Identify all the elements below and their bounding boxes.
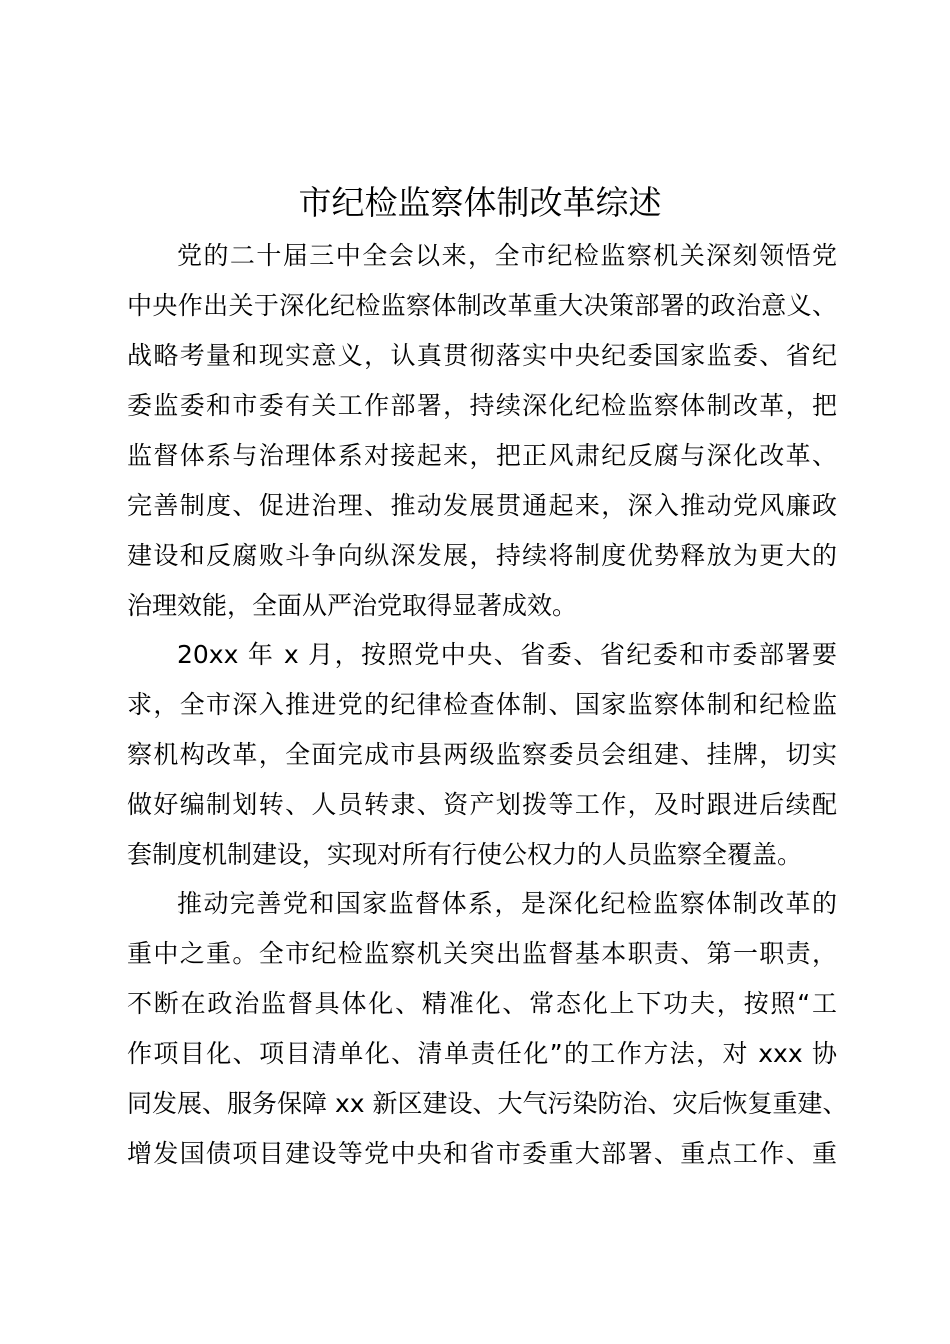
paragraph-line: 作项目化、项目清单化、清单责任化”的工作方法，对 xxx 协 (127, 1039, 837, 1068)
paragraph-line: 委监委和市委有关工作部署，持续深化纪检监察体制改革，把 (127, 391, 837, 420)
paragraph-line: 党的二十届三中全会以来，全市纪检监察机关深刻领悟党 (177, 241, 837, 270)
paragraph-line: 求，全市深入推进党的纪律检查体制、国家监察体制和纪检监 (127, 690, 837, 719)
paragraph-3 (127, 879, 848, 1179)
paragraph-line: 推动完善党和国家监督体系，是深化纪检监察体制改革的 (177, 889, 837, 918)
paragraph-1 (127, 231, 837, 631)
paragraph-line: 同发展、服务保障 xx 新区建设、大气污染防治、灾后恢复重建、 (127, 1089, 848, 1118)
paragraph-line: 不断在政治监督具体化、精准化、常态化上下功夫，按照“工 (127, 989, 837, 1018)
paragraph-line: 完善制度、促进治理、推动发展贯通起来，深入推动党风廉政 (127, 491, 837, 520)
paragraph-line: 治理效能，全面从严治党取得显著成效。 (127, 591, 578, 620)
document-title: 市纪检监察体制改革综述 (298, 183, 662, 222)
paragraph-line: 察机构改革，全面完成市县两级监察委员会组建、挂牌，切实 (127, 740, 837, 769)
paragraph-line: 20xx 年 x 月，按照党中央、省委、省纪委和市委部署要 (177, 640, 837, 669)
paragraph-line: 做好编制划转、人员转隶、资产划拨等工作，及时跟进后续配 (127, 790, 837, 819)
paragraph-line: 增发国债项目建设等党中央和省市委重大部署、重点工作、重 (127, 1139, 837, 1168)
paragraph-2 (127, 630, 837, 880)
paragraph-line: 重中之重。全市纪检监察机关突出监督基本职责、第一职责， (127, 939, 837, 968)
paragraph-line: 战略考量和现实意义，认真贯彻落实中央纪委国家监委、省纪 (127, 341, 837, 370)
paragraph-line: 套制度机制建设，实现对所有行使公权力的人员监察全覆盖。 (127, 840, 803, 869)
paragraph-line: 中央作出关于深化纪检监察体制改革重大决策部署的政治意义、 (127, 291, 837, 320)
paragraph-line: 建设和反腐败斗争向纵深发展，持续将制度优势释放为更大的 (127, 541, 837, 570)
paragraph-line: 监督体系与治理体系对接起来，把正风肃纪反腐与深化改革、 (127, 441, 837, 470)
